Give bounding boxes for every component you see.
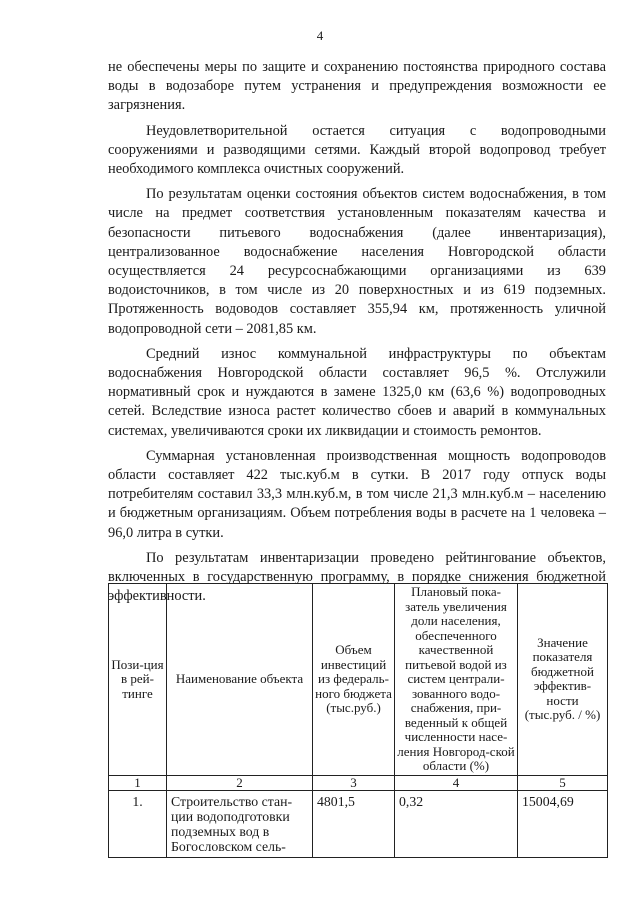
paragraph-6: По результатам инвентаризации проведено рейтингование объектов, включенных в государственную программу, в порядке снижения бюджетной эффективности. (108, 549, 606, 605)
header-efficiency: Значение показателя бюджетной эффектив-ности (тыс.руб. / %) (518, 584, 608, 776)
header-object-name: Наименование объекта (167, 584, 313, 776)
column-number: 3 (313, 775, 395, 790)
cell-position: 1. (109, 790, 167, 857)
paragraph-1: не обеспечены меры по защите и сохранению постоянства природного состава воды в водозаборе путем устранения и предупреждения возможности ее загрязнения. (108, 59, 606, 114)
table-header-row (109, 584, 608, 776)
table-row (109, 790, 608, 857)
header-position: Пози-ция в рей-тинге (109, 584, 167, 776)
column-number: 1 (109, 775, 167, 790)
cell-efficiency: 15004,69 (518, 790, 608, 857)
table-column-numbers (109, 775, 608, 790)
cell-indicator: 0,32 (395, 790, 518, 857)
body-text (108, 58, 606, 606)
paragraph-5: Суммарная установленная производственная мощность водопроводов области составляет 422 тыс.куб.м в сутки. В 2017 году отпуск воды потребителям составил 33,3 млн.куб.м, в том числе 21,3 млн.куб.м – населению и бюджетным организациям. Объем потребления воды в расчете на 1 человека – 96,0 литра в сутки. (108, 447, 606, 541)
header-indicator: Плановый пока-затель увеличения доли населения, обеспеченного качественной питьевой водой из систем централи-зованного водо-снабжения, при-веденный к общей численности насе-ления Новгород-ской области (%) (395, 584, 518, 776)
page-number: 4 (316, 28, 324, 43)
rating-table (108, 583, 608, 858)
header-investment: Объем инвестиций из федераль-ного бюджета (тыс.руб.) (313, 584, 395, 776)
paragraph-2: Неудовлетворительной остается ситуация с водопроводными сооружениями и разводящими сетями. Каждый второй водопровод требует необходимого комплекса очистных сооружений. (108, 122, 606, 178)
column-number: 5 (518, 775, 608, 790)
cell-object-name: Строительство стан-ции водоподготовки подземных вод в Богословском сель- (167, 790, 313, 857)
column-number: 4 (395, 775, 518, 790)
cell-investment: 4801,5 (313, 790, 395, 857)
paragraph-4: Средний износ коммунальной инфраструктуры по объектам водоснабжения Новгородской области составляет 96,5 %. Отслужили нормативный срок и нуждаются в замене 1325,0 км (63,6 %) водопроводных сетей. Вследствие износа растет количество сбоев и аварий в коммунальных системах, увеличиваются сроки их ликвидации и стоимость ремонтов. (108, 345, 606, 439)
paragraph-3: По результатам оценки состояния объектов систем водоснабжения, в том числе на предмет соответствия установленным показателям качества и безопасности питьевого водоснабжения (далее инвентаризация), централизованное водоснабжение населения Новгородской области осуществляется 24 ресурсоснабжающими организациями из 639 водоисточников, в том числе из 20 поверхностных и из 619 подземных. Протяженность водоводов составляет 355,94 км, протяженность уличной водопроводной сети – 2081,85 км. (108, 186, 606, 337)
column-number: 2 (167, 775, 313, 790)
